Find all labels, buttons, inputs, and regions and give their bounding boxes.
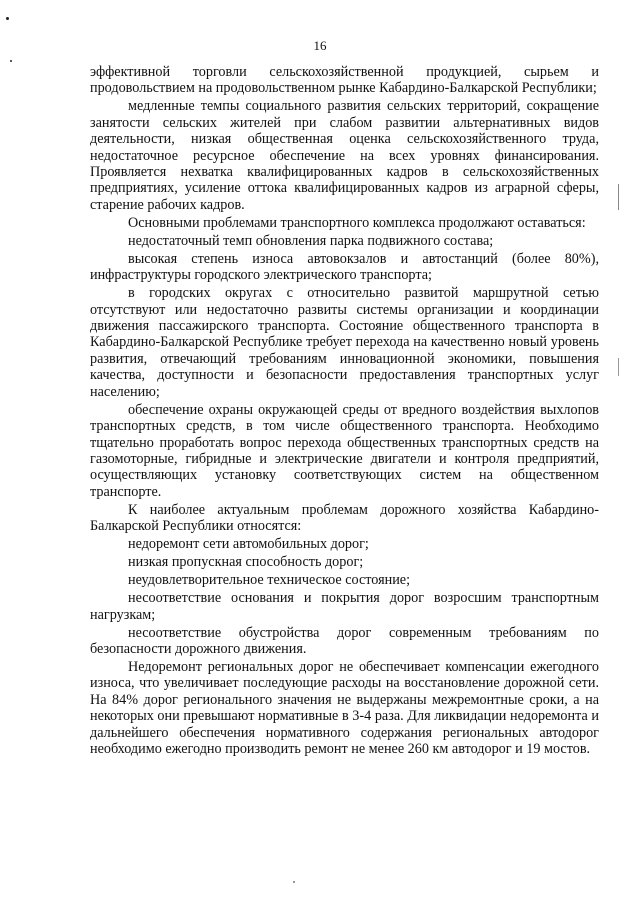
scan-speck bbox=[293, 881, 295, 883]
list-item: неудовлетворительное техническое состояние; bbox=[128, 572, 411, 589]
list-item: недостаточный темп обновления парка подвижного состава; bbox=[128, 232, 494, 249]
list-item: недоремонт сети автомобильных дорог; bbox=[128, 536, 369, 553]
list-item: низкая пропускная способность дорог; bbox=[128, 554, 364, 571]
list-item: в городских округах с относительно развитой маршрутной сетью отсутствуют или недостаточно развиты системы организации и координации движения пассажирского транспорта. Состояние общественного транспорта в Кабардино-Балкарской Республике требует перехода на качественно новый уровень развития, отвечающий требованиям инновационной экономики, повышения качества, доступности и безопасности предоставления транспортных услуг населению; bbox=[90, 285, 599, 400]
page-number: 16 bbox=[313, 38, 327, 53]
document-body bbox=[90, 64, 599, 759]
list-item: высокая степень износа автовокзалов и автостанций (более 80%), инфраструктуры городского электрического транспорта; bbox=[90, 250, 599, 284]
scan-speck bbox=[6, 17, 9, 20]
scan-artifact-line bbox=[618, 358, 619, 376]
list-item: обеспечение охраны окружающей среды от вредного воздействия выхлопов транспортных средств, в том числе общественного транспорта. Необходимо тщательно проработать вопрос перехода общественных транспортных средств на газомоторные, гибридные и электрические двигатели и контроля предприятий, осуществляющих установку соответствующих систем на общественном транспорте. bbox=[90, 401, 599, 500]
scan-speck bbox=[10, 60, 12, 62]
list-item: несоответствие основания и покрытия дорог возросшим транспортным нагрузкам; bbox=[90, 590, 599, 623]
paragraph: Недоремонт региональных дорог не обеспечивает компенсации ежегодного износа, что увеличивает последующие расходы на восстановление дорожной сети. На 84% дорог регионального значения не выдержаны межремонтные сроки, а на некоторых они превышают нормативные в 3-4 раза. Для ликвидации недоремонта и дальнейшего обеспечения нормативного содержания региональных автодорог необходимо ежегодно производить ремонт не менее 260 км автодорог и 19 мостов. bbox=[90, 658, 599, 757]
paragraph: медленные темпы социального развития сельских территорий, сокращение занятости сельских жителей при слабом развитии альтернативных видов деятельности, низкая общественная оценка сельскохозяйственного труда, недостаточное ресурсное обеспечение на всех уровнях финансирования. Проявляется нехватка квалифицированных кадров в сельскохозяйственных предприятиях, усиление оттока квалифицированных кадров из аграрной сферы, старение рабочих кадров. bbox=[90, 98, 599, 213]
scan-artifact-line bbox=[618, 184, 619, 210]
paragraph: Основными проблемами транспортного комплекса продолжают оставаться: bbox=[128, 214, 586, 231]
paragraph: К наиболее актуальным проблемам дорожного хозяйства Кабардино-Балкарской Республики относятся: bbox=[90, 501, 599, 535]
list-item: несоответствие обустройства дорог современным требованиям по безопасности дорожного движения. bbox=[90, 624, 599, 657]
paragraph: эффективной торговли сельскохозяйственной продукцией, сырьем и продовольствием на продовольственном рынке Кабардино-Балкарской Республики; bbox=[90, 64, 599, 97]
